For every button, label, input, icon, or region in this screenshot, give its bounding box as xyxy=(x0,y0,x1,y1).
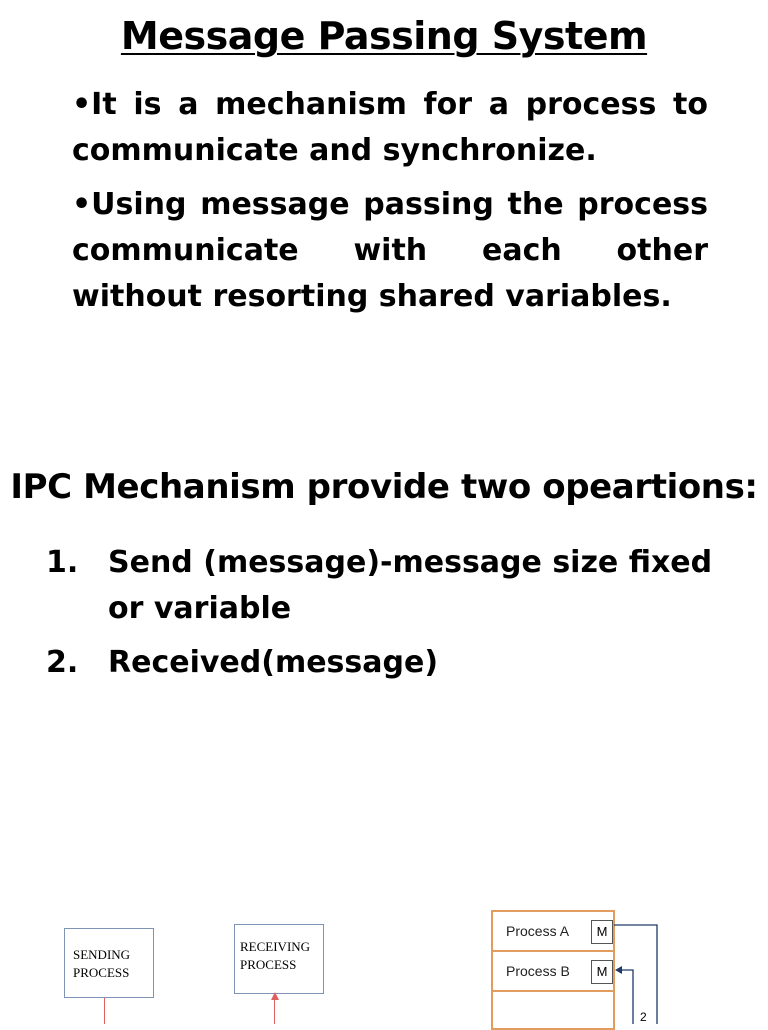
receiving-process-label-line2: PROCESS xyxy=(240,957,297,972)
ipc-heading: IPC Mechanism provide two opeartions: xyxy=(10,467,758,507)
operation-text: Received(message) xyxy=(108,645,439,680)
step-number-label: 2 xyxy=(640,1010,647,1024)
operation-text: Send (message)-message size fixed or variable xyxy=(108,545,713,626)
operation-item-send xyxy=(46,540,736,632)
bullet-list xyxy=(72,82,708,328)
receiving-arrow-head xyxy=(270,992,280,1002)
sending-arrow-line xyxy=(104,998,105,1024)
operations-list xyxy=(46,540,736,694)
operation-number: 1. xyxy=(46,545,79,580)
sending-process-label-line2: PROCESS xyxy=(73,965,130,980)
process-memory-diagram xyxy=(491,910,615,1030)
process-a-row xyxy=(493,912,613,952)
bullet-mechanism: •It is a mechanism for a process to communicate and synchronize. xyxy=(72,87,708,168)
operation-number: 2. xyxy=(46,645,79,680)
sending-process-box xyxy=(64,928,154,998)
receiving-process-label-line1: RECEIVING xyxy=(240,939,311,954)
process-a-label: Process A xyxy=(506,923,570,939)
sending-process-label-line1: SENDING xyxy=(73,947,131,962)
receiving-process-box xyxy=(234,924,324,994)
process-b-label: Process B xyxy=(506,963,570,979)
process-b-message-box: M xyxy=(591,960,613,984)
message-connector-arrows xyxy=(600,915,670,1024)
operation-item-receive xyxy=(46,640,736,686)
page-title: Message Passing System xyxy=(120,14,648,58)
process-b-row xyxy=(493,952,613,992)
bullet-message-passing: •Using message passing the process communicate with each other without resorting shared variables. xyxy=(72,187,708,314)
process-a-message-box: M xyxy=(591,920,613,944)
